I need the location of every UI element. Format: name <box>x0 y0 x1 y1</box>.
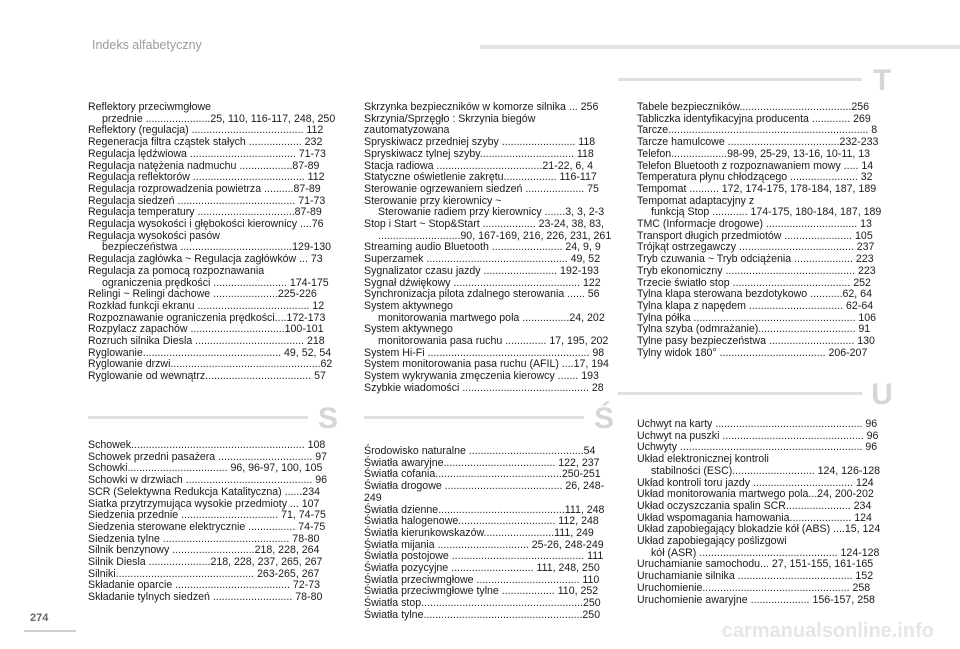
index-entry: Regulacja wysokości pasów <box>88 229 220 242</box>
index-entry: Układ oczyszczania spalin SCR...................... 234 <box>637 499 872 512</box>
page-number: 274 <box>30 612 49 624</box>
index-column-t <box>637 102 889 359</box>
index-entry: Światła tylne......................................................250 <box>364 608 601 621</box>
index-entry: Światła postojowe ............................................. 111 <box>364 550 604 563</box>
index-entry: Stop i Start ~ Stop&Start .................. 23-24, 38, 83, <box>364 218 604 231</box>
index-entry: ograniczenia prędkości ......................... 174-175 <box>102 276 329 289</box>
index-entry: Trzecie światło stop ........................................ 252 <box>637 276 871 289</box>
index-entry: Schowek przedni pasażera ................................ 97 <box>88 450 328 463</box>
section-marker-t <box>618 64 898 104</box>
section-marker-s-accent <box>364 402 620 442</box>
index-entry: Układ wspomagania hamowania..................... 124 <box>637 511 872 524</box>
index-entry: Uruchamianie silnika ....................................... 152 <box>637 570 874 583</box>
index-entry: Schowki w drzwiach ........................................... 96 <box>88 474 328 487</box>
index-entry: Relingi ~ Relingi dachowe ......................225-226 <box>88 288 317 301</box>
index-entry: Środowisko naturalne .......................................54 <box>364 445 596 457</box>
index-entry: System wykrywania zmęczenia kierowcy ....... 193 <box>364 370 599 383</box>
index-entry: Synchronizacja pilota zdalnego sterowania ...... 56 <box>364 288 600 301</box>
index-entry: System aktywnego <box>364 323 453 336</box>
index-entry: Telefon Bluetooth z rozpoznawaniem mowy ..... 14 <box>637 159 874 172</box>
index-column-s <box>88 440 340 604</box>
index-entry: Tarcze hamulcowe ......................................232-233 <box>637 136 879 149</box>
index-entry: Światła drogowe ........................................ 26, 248-249 <box>364 480 605 504</box>
index-entry: Uruchomienie.................................................. 258 <box>637 581 871 594</box>
index-entry: Uruchamianie samochodu... 27, 151-155, 161-165 <box>637 558 874 571</box>
index-entry: monitorowania martwego pola ................24, 202 <box>378 311 605 324</box>
index-entry: Tabliczka identyfikacyjna producenta ............. 269 <box>637 112 871 125</box>
index-entry: Szybkie wiadomości ........................................... 28 <box>364 381 604 394</box>
index-entry: Temperatura płynu chłodzącego ....................... 32 <box>637 171 873 184</box>
index-entry: przednie ......................25, 110, 116-117, 248, 250 <box>102 112 336 125</box>
index-entry: Tylna klapa z napędem ................................ 62-64 <box>637 299 874 312</box>
index-entry: Regulacja zagłówka ~ Regulacja zagłówków ... 73 <box>88 253 323 266</box>
index-entry: Układ elektronicznej kontroli <box>637 453 769 466</box>
index-entry: Tylna klapa sterowana bezdotykowo ...........62, 64 <box>637 288 872 301</box>
index-entry: Stacja radiowa ....................................21-22, 6, 4 <box>364 159 594 172</box>
section-divider <box>618 78 862 81</box>
index-entry: Ryglowanie drzwi...................................................62 <box>88 358 333 371</box>
index-entry: Światła dzienne...........................................111, 248 <box>364 503 605 516</box>
index-entry: Regulacja rozprowadzenia powietrza ..........87-89 <box>88 182 321 195</box>
page-header-title: Indeks alfabetyczny <box>92 38 202 52</box>
index-entry: Silniki............................................... 263-265, 267 <box>88 567 320 580</box>
index-entry: Rozpoznawanie ograniczenia prędkości....172-173 <box>88 311 326 324</box>
index-entry: Regulacja reflektorów ...................................... 112 <box>88 171 325 184</box>
index-entry: Tylna szyba (odmrażanie)................................. 91 <box>637 323 871 336</box>
index-entry: Sterowanie przy kierownicy ~ <box>364 194 502 207</box>
section-divider <box>364 416 584 419</box>
index-entry: Regeneracja filtra cząstek stałych .................. 232 <box>88 136 323 149</box>
index-entry: Światła mijania ............................... 25-26, 248-249 <box>364 538 604 551</box>
page-number-rule <box>24 630 76 632</box>
index-entry: Regulacja wysokości i głębokości kierownicy ....76 <box>88 218 324 231</box>
index-entry: Uruchomienie awaryjne .................... 156-157, 258 <box>637 593 875 606</box>
index-entry: Siedzenia przednie ................................. 71, 74-75 <box>88 509 326 522</box>
index-entry: Schowki.................................. 96, 96-97, 100, 105 <box>88 462 323 475</box>
index-entry: Superzamek ................................................ 49, 52 <box>364 253 601 266</box>
index-entry: TMC (Informacje drogowe) ............................... 13 <box>637 218 872 231</box>
index-entry: Ryglowanie............................................... 49, 52, 54 <box>88 346 332 359</box>
index-entry: Spryskiwacz przedniej szyby ......................... 118 <box>364 136 596 149</box>
index-entry: Światła cofania...........................................250-251 <box>364 468 601 481</box>
index-entry: Regulacja siedzeń ........................................ 71-73 <box>88 194 326 207</box>
index-entry: Sygnał dźwiękowy ........................................... 122 <box>364 276 601 289</box>
index-entry: Regulacja za pomocą rozpoznawania <box>88 264 265 277</box>
index-entry: funkcją Stop ............ 174-175, 180-184, 187, 189 <box>651 206 882 219</box>
index-entry: Silnik Diesla .....................218, 228, 237, 265, 267 <box>88 556 323 569</box>
index-column-s-accent <box>364 446 616 622</box>
index-entry: SCR (Selektywna Redukcja Katalityczna) ......234 <box>88 485 320 498</box>
watermark: carmanualsonline.info <box>721 620 934 642</box>
index-entry: bezpieczeństwa ......................................129-130 <box>102 241 332 254</box>
index-entry: Regulacja lędźwiowa .................................... 71-73 <box>88 147 326 160</box>
index-entry: Układ monitorowania martwego pola...24, 200-202 <box>637 488 874 501</box>
index-entry: Silnik benzynowy ............................218, 228, 264 <box>88 544 320 557</box>
index-entry: Układ zapobiegający blokadzie kół (ABS) ....15, 124 <box>637 523 881 536</box>
index-entry: Skrzynia/Sprzęgło : Skrzynia biegów zautomatyzowana <box>364 112 536 137</box>
index-entry: Tylne pasy bezpieczeństwa ............................. 130 <box>637 335 875 348</box>
index-entry: Rozkład funkcji ekranu ...................................... 12 <box>88 299 325 312</box>
index-entry: kół (ASR) ............................................... 124-128 <box>651 546 880 559</box>
index-entry: Światła przeciwmgłowe ................................... 110 <box>364 573 600 586</box>
index-entry: Tryb ekonomiczny ............................................ 223 <box>637 264 876 277</box>
index-entry: Skrzynka bezpieczników w komorze silnika ... 256 <box>364 101 599 113</box>
index-entry: Tempomat adaptacyjny z <box>637 194 755 207</box>
index-entry: Siatka przytrzymująca wysokie przedmioty ... 107 <box>88 497 320 510</box>
header-divider <box>480 45 960 49</box>
index-entry: Składanie oparcie ....................................... 72-73 <box>88 579 320 592</box>
index-entry: Tryb czuwania ~ Tryb odciążenia .................... 223 <box>637 253 874 266</box>
index-entry: System aktywnego <box>364 299 453 312</box>
index-entry: Sterowanie radiem przy kierownicy .......3, 3, 2-3 <box>378 206 605 219</box>
index-column-u <box>637 419 889 606</box>
section-letter: S <box>317 402 338 435</box>
index-entry: Reflektory (regulacja) ...................................... 112 <box>88 124 324 137</box>
index-entry: Regulacja temperatury .................................87-89 <box>88 206 322 219</box>
index-entry: Światła kierunkowskazów........................111, 249 <box>364 526 594 539</box>
index-entry: Spryskiwacz tylnej szyby................................ 118 <box>364 147 594 160</box>
index-column-r <box>88 102 340 383</box>
index-column-s-continued <box>364 102 616 395</box>
index-entry: Uchwyt na puszki ................................................ 96 <box>637 429 879 442</box>
section-letter: T <box>872 64 892 97</box>
index-entry: Tylna półka ....................................................... 106 <box>637 311 877 324</box>
index-entry: Siedzenia sterowane elektrycznie ................ 74-75 <box>88 520 326 533</box>
index-entry: Uchwyt na karty .................................................. 96 <box>637 418 878 430</box>
index-entry: Światła stop.......................................................250 <box>364 597 601 610</box>
section-letter: Ś <box>593 402 614 435</box>
index-entry: Rozpylacz zapachów ................................100-101 <box>88 323 324 336</box>
index-entry: Tabele bezpieczników......................................256 <box>637 101 869 113</box>
section-letter: U <box>871 378 893 411</box>
index-entry: Regulacja natężenia nadmuchu ..................87-89 <box>88 159 320 172</box>
index-entry: Uchwyty .............................................................. 96 <box>637 441 878 454</box>
section-marker-u <box>618 378 898 418</box>
index-entry: Streaming audio Bluetooth ........................ 24, 9, 9 <box>364 241 601 254</box>
index-entry: System monitorowania pasa ruchu (AFIL) ....17, 194 <box>364 358 609 371</box>
index-entry: Rozruch silnika Diesla ..................................... 218 <box>88 335 325 348</box>
index-entry: Tarcze.................................................................... 8 <box>637 124 878 137</box>
section-divider <box>618 392 862 395</box>
index-entry: Sterowanie ogrzewaniem siedzeń .................... 75 <box>364 182 599 195</box>
index-entry: Trójkąt ostrzegawczy ....................................... 237 <box>637 241 875 254</box>
index-entry: Światła halogenowe................................. 112, 248 <box>364 515 599 528</box>
index-entry: monitorowania pasa ruchu .............. 17, 195, 202 <box>378 335 609 348</box>
index-entry: Sygnalizator czasu jazdy ......................... 192-193 <box>364 264 599 277</box>
index-entry: ............................90, 167-169, 216, 226, 231, 261 <box>378 229 612 242</box>
index-entry: Telefon...................98-99, 25-29, 13-16, 10-11, 13 <box>637 147 871 160</box>
index-entry: Schowek........................................................... 108 <box>88 439 326 451</box>
index-entry: Układ kontroli toru jazdy .................................. 124 <box>637 476 874 489</box>
index-entry: Światła przeciwmgłowe tylne .................. 110, 252 <box>364 585 599 598</box>
index-entry: stabilności (ESC)............................ 124, 126-128 <box>651 464 881 477</box>
index-entry: Światła pozycyjne ............................ 111, 248, 250 <box>364 562 600 575</box>
index-entry: Siedzenia tylne ........................................... 78-80 <box>88 532 320 545</box>
index-entry: Światła awaryjne...................................... 122, 237 <box>364 456 600 469</box>
index-entry: System Hi-Fi ....................................................... 98 <box>364 346 605 359</box>
section-divider <box>88 416 308 419</box>
index-entry: Tylny widok 180° .................................... 206-207 <box>637 346 868 359</box>
index-entry: Tempomat .......... 172, 174-175, 178-184, 187, 189 <box>637 182 877 195</box>
section-marker-s <box>88 402 344 442</box>
index-entry: Ryglowanie od wewnątrz.................................... 57 <box>88 370 326 383</box>
index-entry: Układ zapobiegający poślizgowi <box>637 535 787 548</box>
index-entry: Statyczne oświetlenie zakrętu.................. 116-117 <box>364 171 597 184</box>
index-entry: Transport długich przedmiotów ....................... 105 <box>637 229 873 242</box>
index-entry: Reflektory przeciwmgłowe <box>88 101 212 113</box>
index-entry: Składanie tylnych siedzeń ........................... 78-80 <box>88 591 323 604</box>
